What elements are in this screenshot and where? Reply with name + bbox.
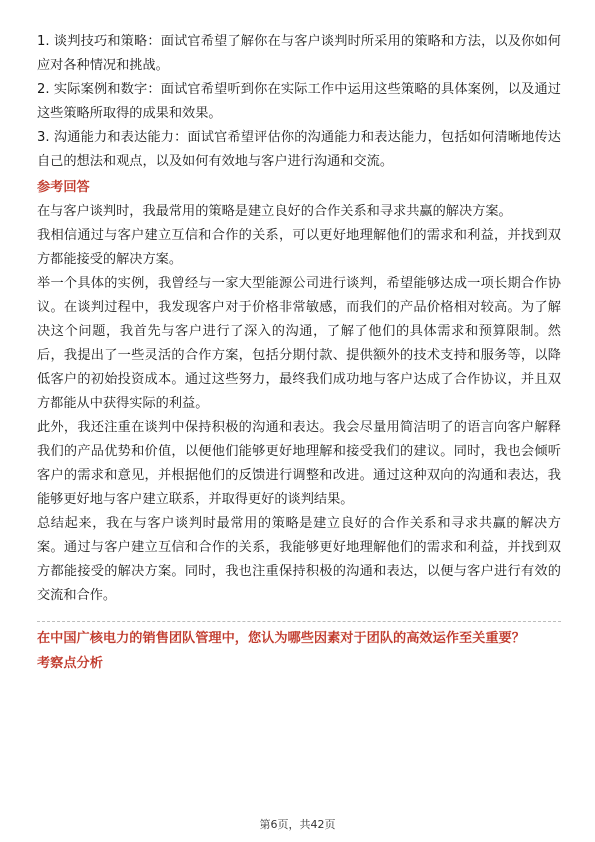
answer-paragraph-3: 举一个具体的实例，我曾经与一家大型能源公司进行谈判，希望能够达成一项长期合作协议。在谈判过程中，我发现客户对于价格非常敏感，而我们的产品价格相对较高。为了解决这个问题，我首先与客户进行了深入的沟通，了解了他们的具体需求和预算限制。然后，我提出了一些灵活的合作方案，包括分期付款、提供额外的技术支持和服务等，以降低客户的初始投资成本。通过这些努力，最终我们成功地与客户达成了合作协议，并且双方都能从中获得实际的利益。 [37,276,561,411]
answer-paragraph-5: 总结起来，我在与客户谈判时最常用的策略是建立良好的合作关系和寻求共赢的解决方案。通过与客户建立互信和合作的关系，我能够更好地理解他们的需求和利益，并找到双方都能接受的解决方案。同时，我也注重保持积极的沟通和表达，以便与客户进行有效的交流和合作。 [37,516,561,603]
exam-point-3: 3. 沟通能力和表达能力：面试官希望评估你的沟通能力和表达能力，包括如何清晰地传达自己的想法和观点，以及如何有效地与客户进行沟通和交流。 [37,130,561,169]
answer-heading: 参考回答 [37,180,90,195]
section-divider [37,621,561,622]
exam-point-1: 1. 谈判技巧和策略：面试官希望了解你在与客户谈判时所采用的策略和方法，以及你如何应对各种情况和挑战。 [37,34,561,73]
answer-paragraph-2: 我相信通过与客户建立互信和合作的关系，可以更好地理解他们的需求和利益，并找到双方都能接受的解决方案。 [37,228,561,267]
document-page [37,30,561,676]
exam-point-2: 2. 实际案例和数字：面试官希望听到你在实际工作中运用这些策略的具体案例，以及通过这些策略所取得的成果和效果。 [37,82,561,121]
page-number-footer: 第6页，共42页 [259,818,336,831]
answer-paragraph-4: 此外，我还注重在谈判中保持积极的沟通和表达。我会尽量用简洁明了的语言向客户解释我们的产品优势和价值，以便他们能够更好地理解和接受我们的建议。同时，我也会倾听客户的需求和意见，并根据他们的反馈进行调整和改进。通过这种双向的沟通和表达，我能够更好地与客户建立联系，并取得更好的谈判结果。 [37,420,561,507]
analysis-heading: 考察点分析 [37,656,103,671]
next-question: 在中国广核电力的销售团队管理中，您认为哪些因素对于团队的高效运作至关重要？ [37,631,525,646]
answer-paragraph-1: 在与客户谈判时，我最常用的策略是建立良好的合作关系和寻求共赢的解决方案。 [37,204,512,219]
